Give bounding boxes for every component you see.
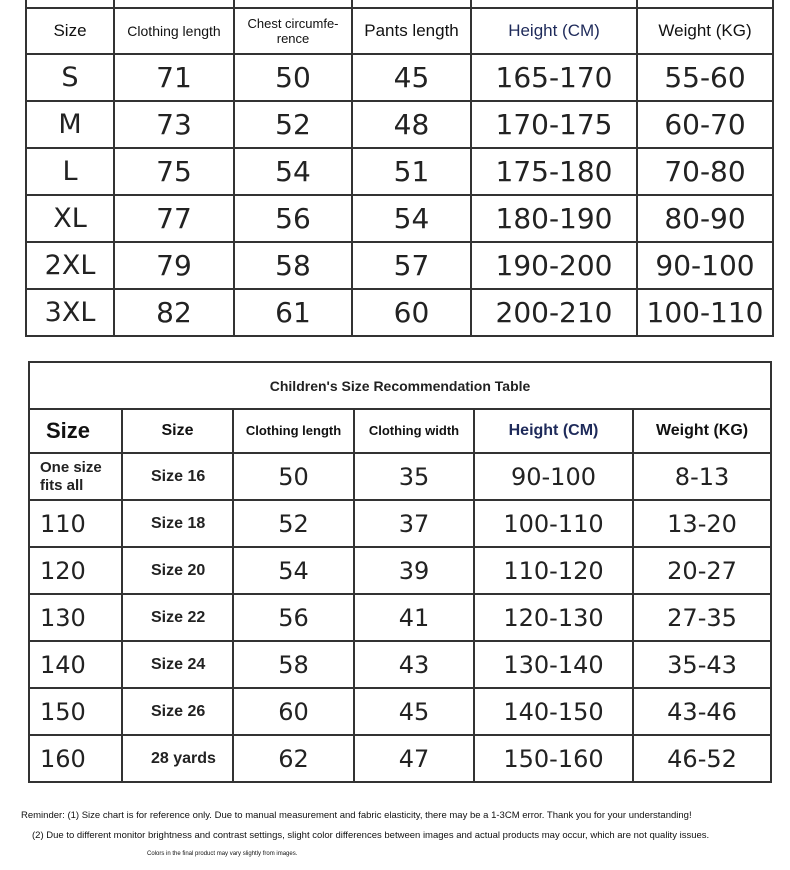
table-cell: 52 [233,500,354,547]
table-cell: 77 [114,195,234,242]
table-cell: 43-46 [633,688,771,735]
header-chest: Chest circumfe-rence [234,8,352,54]
table-cell: 37 [354,500,474,547]
table-row [26,242,773,289]
table-cell: 46-52 [633,735,771,782]
table-cell: 165-170 [471,54,637,101]
header-clothing-length: Clothing length [114,8,234,54]
table-cell: 41 [354,594,474,641]
table-cell: 58 [233,641,354,688]
header-clothing-length: Clothing length [233,409,354,453]
table-row [29,641,771,688]
table-cell: 20-27 [633,547,771,594]
table-cell: 45 [352,54,471,101]
table-cell: 200-210 [471,289,637,336]
table-cell: 50 [234,54,352,101]
table-cell: 35 [354,453,474,500]
table-cell: Size 18 [122,500,233,547]
table-row [29,688,771,735]
table-cell: 62 [233,735,354,782]
table-cell: 140 [29,641,122,688]
table-cell: 54 [234,148,352,195]
table-cell: 110-120 [474,547,633,594]
table-row [26,101,773,148]
header-pants-length: Pants length [352,8,471,54]
table-cell: 120 [29,547,122,594]
table-cell: 43 [354,641,474,688]
table-cell: 27-35 [633,594,771,641]
table-cell: 120-130 [474,594,633,641]
table-cell: 100-110 [474,500,633,547]
table-row [26,289,773,336]
table-cell: 56 [234,195,352,242]
table-cell: 150-160 [474,735,633,782]
table-cell: Size 16 [122,453,233,500]
table-cell: 13-20 [633,500,771,547]
children-header-row [29,409,771,453]
table-cell: 55-60 [637,54,773,101]
table-cell: 56 [233,594,354,641]
header-height: Height (CM) [471,8,637,54]
table-cell: 82 [114,289,234,336]
table-cell: 58 [234,242,352,289]
table-cell: 57 [352,242,471,289]
table-cell: 60 [352,289,471,336]
table-cell: One size fits all [29,453,122,500]
table-cell: 180-190 [471,195,637,242]
table-cell: 79 [114,242,234,289]
table-cell: 2XL [26,242,114,289]
reminder-note-2: (2) Due to different monitor brightness and contrast settings, slight color differences between images and actual products may occur, which are not quality issues. [32,830,710,841]
table-cell: 52 [234,101,352,148]
table-cell: Size 24 [122,641,233,688]
table-cell: 160 [29,735,122,782]
header-size: Size [26,8,114,54]
table-row [29,735,771,782]
table-cell: 75 [114,148,234,195]
table-cell: 8-13 [633,453,771,500]
table-cell: 51 [352,148,471,195]
table-cell: 70-80 [637,148,773,195]
table-cell: S [26,54,114,101]
table-cell: 54 [352,195,471,242]
table-cell: 28 yards [122,735,233,782]
table-cell: 73 [114,101,234,148]
header-size: Size [29,409,122,453]
adult-size-table [25,0,774,337]
table-row [26,195,773,242]
children-table-title: Children's Size Recommendation Table [29,362,771,409]
table-cell: 140-150 [474,688,633,735]
table-cell: 50 [233,453,354,500]
children-title-row [29,362,771,409]
table-cell: 3XL [26,289,114,336]
table-cell: XL [26,195,114,242]
table-row [29,453,771,500]
table-cell: 61 [234,289,352,336]
table-cell: 90-100 [474,453,633,500]
table-cell: 35-43 [633,641,771,688]
table-cell: Size 22 [122,594,233,641]
table-cell: 130-140 [474,641,633,688]
header-clothing-width: Clothing width [354,409,474,453]
table-cell: L [26,148,114,195]
table-cell: M [26,101,114,148]
header-size-label: Size [122,409,233,453]
table-cell: 39 [354,547,474,594]
table-cell: 80-90 [637,195,773,242]
table-cell: 47 [354,735,474,782]
table-cell: Size 20 [122,547,233,594]
table-cell: 190-200 [471,242,637,289]
table-cell: 60-70 [637,101,773,148]
table-top-edge [26,0,773,8]
reminder-note-1: Reminder: (1) Size chart is for reference only. Due to manual measurement and fabric elasticity, there may be a 1-3CM error. Thank you for your understanding! [21,810,692,821]
children-size-table [28,361,772,783]
table-cell: Size 26 [122,688,233,735]
adult-header-row [26,8,773,54]
table-cell: 60 [233,688,354,735]
table-cell: 175-180 [471,148,637,195]
reminder-note-3: Colors in the final product may vary slightly from images. [147,851,298,857]
table-row [29,547,771,594]
cut-off-text [115,864,635,870]
table-row [29,500,771,547]
table-cell: 110 [29,500,122,547]
table-cell: 48 [352,101,471,148]
table-cell: 45 [354,688,474,735]
table-cell: 150 [29,688,122,735]
table-row [26,54,773,101]
table-cell: 90-100 [637,242,773,289]
table-cell: 71 [114,54,234,101]
table-cell: 100-110 [637,289,773,336]
table-cell: 54 [233,547,354,594]
header-weight: Weight (KG) [633,409,771,453]
table-row [26,148,773,195]
table-cell: 170-175 [471,101,637,148]
header-height: Height (CM) [474,409,633,453]
table-row [29,594,771,641]
table-cell: 130 [29,594,122,641]
header-weight: Weight (KG) [637,8,773,54]
